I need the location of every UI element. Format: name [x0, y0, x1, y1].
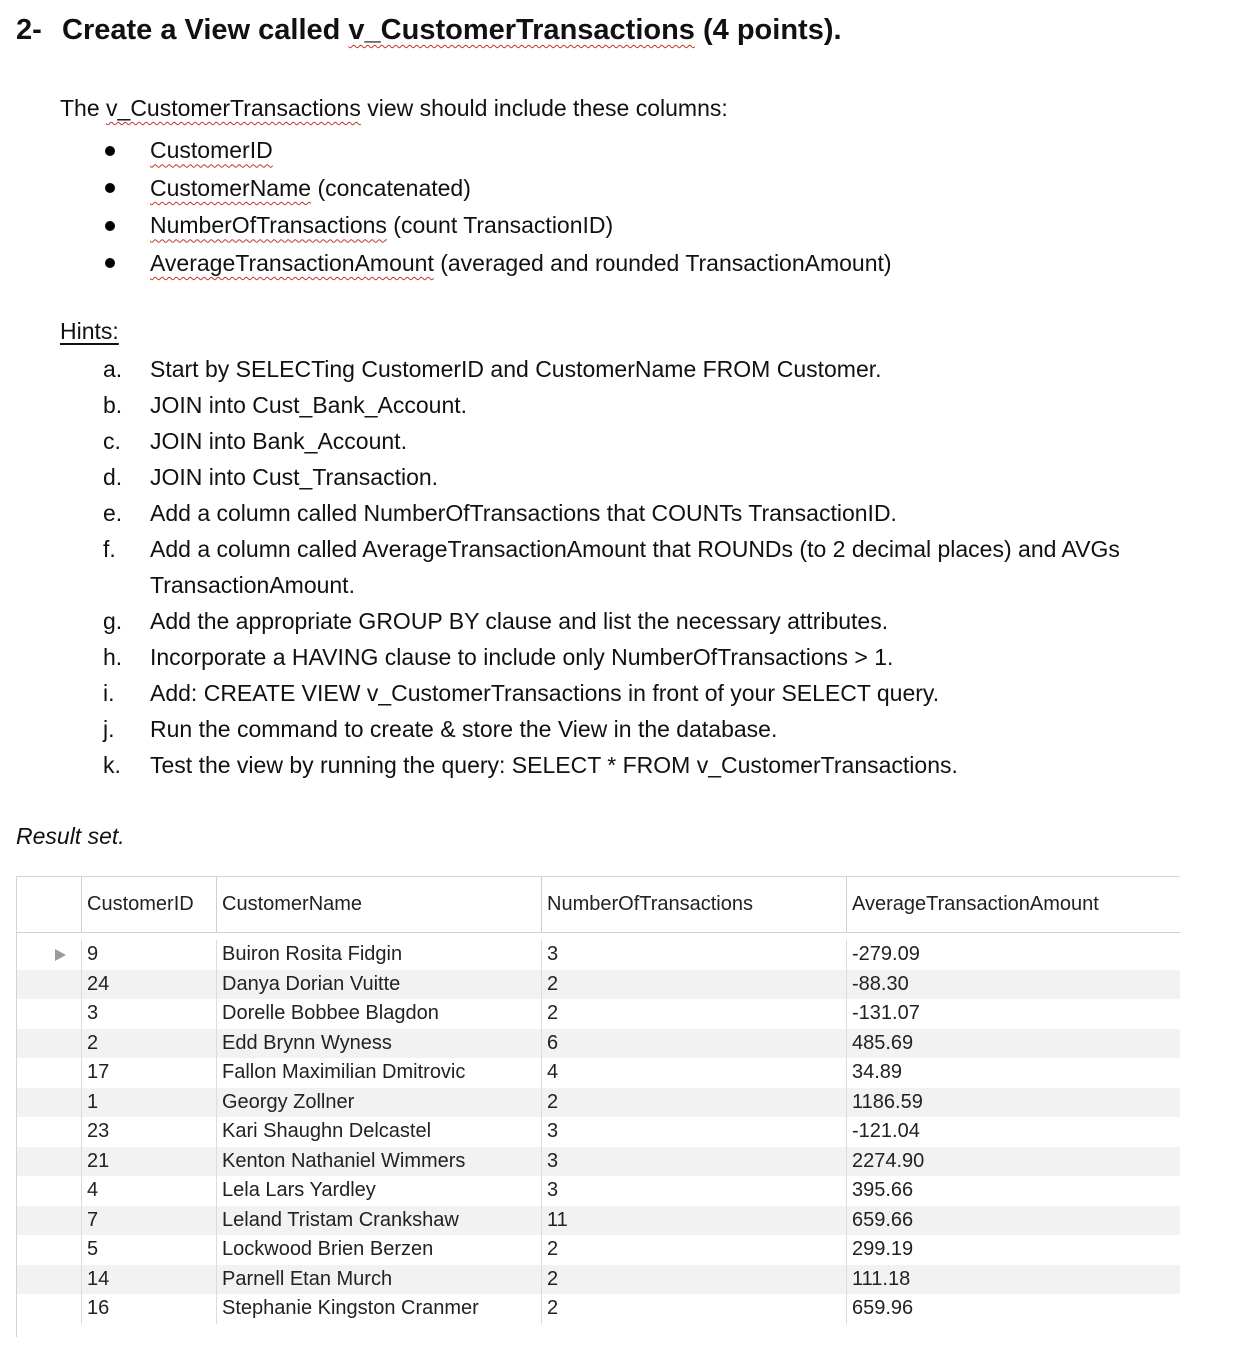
table-row[interactable] — [17, 1206, 1180, 1236]
bullet-note: (count TransactionID) — [393, 212, 614, 239]
result-grid-body — [17, 940, 1180, 1324]
bullet-note: (averaged and rounded TransactionAmount) — [440, 249, 892, 276]
cell-numberoftransactions[interactable]: 2 — [541, 1088, 846, 1118]
cell-numberoftransactions[interactable]: 2 — [541, 970, 846, 1000]
section-heading — [16, 14, 842, 47]
bullet-item — [105, 170, 892, 208]
intro-view-name: v_CustomerTransactions — [106, 95, 361, 121]
current-row-arrow-icon — [55, 949, 66, 961]
hint-text: Start by SELECTing CustomerID and CustomerName FROM Customer. — [150, 356, 882, 382]
hint-item — [103, 495, 1210, 531]
hint-label: i. — [103, 680, 115, 706]
table-row[interactable] — [17, 940, 1180, 970]
cell-numberoftransactions[interactable]: 6 — [541, 1029, 846, 1059]
bullet-item — [105, 207, 892, 245]
bullet-note: (concatenated) — [317, 174, 471, 201]
hint-text: Incorporate a HAVING clause to include only NumberOfTransactions > 1. — [150, 644, 894, 670]
bullet-column-name: CustomerName — [150, 174, 312, 201]
cell-numberoftransactions[interactable]: 2 — [541, 1235, 846, 1265]
cell-averagetransactionamount[interactable]: 395.66 — [846, 1176, 1180, 1206]
cell-customerid[interactable]: 3 — [81, 999, 216, 1029]
hint-label: h. — [103, 644, 123, 670]
hint-label: g. — [103, 608, 123, 634]
hint-item — [103, 639, 1210, 675]
cell-customername[interactable]: Dorelle Bobbee Blagdon — [216, 999, 541, 1029]
cell-customername[interactable]: Lockwood Brien Berzen — [216, 1235, 541, 1265]
hint-label: c. — [103, 428, 121, 454]
hint-item — [103, 675, 1210, 711]
table-row[interactable] — [17, 1029, 1180, 1059]
cell-averagetransactionamount[interactable]: 2274.90 — [846, 1147, 1180, 1177]
hint-item — [103, 711, 1210, 747]
cell-customername[interactable]: Fallon Maximilian Dmitrovic — [216, 1058, 541, 1088]
cell-averagetransactionamount[interactable]: -279.09 — [846, 940, 1180, 970]
cell-customername[interactable]: Kari Shaughn Delcastel — [216, 1117, 541, 1147]
table-row[interactable] — [17, 1176, 1180, 1206]
cell-averagetransactionamount[interactable]: 299.19 — [846, 1235, 1180, 1265]
hint-label: f. — [103, 536, 116, 562]
table-row[interactable] — [17, 1088, 1180, 1118]
intro-suffix: view should include these columns: — [367, 95, 728, 121]
cell-customerid[interactable]: 9 — [81, 940, 216, 970]
result-grid[interactable] — [16, 876, 1180, 1337]
bullet-column-name: AverageTransactionAmount — [150, 249, 434, 276]
cell-customername[interactable]: Buiron Rosita Fidgin — [216, 940, 541, 970]
hint-label: k. — [103, 752, 121, 778]
hint-text: JOIN into Bank_Account. — [150, 428, 407, 454]
heading-prefix: Create a View called — [62, 14, 341, 46]
bullet-dot-icon — [105, 221, 115, 231]
hint-text: Test the view by running the query: SELECT * FROM v_CustomerTransactions. — [150, 752, 958, 778]
bullet-column-name: NumberOfTransactions — [150, 212, 387, 239]
cell-customername[interactable]: Stephanie Kingston Cranmer — [216, 1294, 541, 1324]
cell-customername[interactable]: Edd Brynn Wyness — [216, 1029, 541, 1059]
hint-item — [103, 459, 1210, 495]
cell-averagetransactionamount[interactable]: -131.07 — [846, 999, 1180, 1029]
table-row[interactable] — [17, 1058, 1180, 1088]
table-row[interactable] — [17, 1147, 1180, 1177]
table-row[interactable] — [17, 1294, 1180, 1324]
cell-averagetransactionamount[interactable]: -121.04 — [846, 1117, 1180, 1147]
hint-text: JOIN into Cust_Transaction. — [150, 464, 439, 490]
intro-prefix: The — [60, 95, 100, 121]
cell-averagetransactionamount[interactable]: 34.89 — [846, 1058, 1180, 1088]
hint-item — [103, 423, 1210, 459]
heading-number: 2- — [16, 14, 42, 46]
hint-text: Add: CREATE VIEW v_CustomerTransactions in front of your SELECT query. — [150, 680, 940, 706]
cell-averagetransactionamount[interactable]: 1186.59 — [846, 1088, 1180, 1118]
table-row[interactable] — [17, 1235, 1180, 1265]
heading-view-name: v_CustomerTransactions — [348, 14, 695, 46]
hint-item — [103, 531, 1210, 603]
column-header-numberoftransactions[interactable]: NumberOfTransactions — [541, 877, 846, 932]
cell-averagetransactionamount[interactable]: 659.66 — [846, 1206, 1180, 1236]
hint-text: Run the command to create & store the View in the database. — [150, 716, 778, 742]
hints-title: Hints: — [60, 318, 119, 344]
cell-averagetransactionamount[interactable]: 659.96 — [846, 1294, 1180, 1324]
result-set-label: Result set. — [16, 823, 125, 849]
bullet-column-name: CustomerID — [150, 137, 273, 164]
table-row[interactable] — [17, 1265, 1180, 1295]
column-header-customerid[interactable]: CustomerID — [81, 877, 216, 932]
cell-numberoftransactions[interactable]: 2 — [541, 999, 846, 1029]
column-header-customername[interactable]: CustomerName — [216, 877, 541, 932]
cell-customerid[interactable]: 21 — [81, 1147, 216, 1177]
cell-numberoftransactions[interactable]: 3 — [541, 1117, 846, 1147]
hint-text: JOIN into Cust_Bank_Account. — [150, 392, 468, 418]
table-row[interactable] — [17, 1117, 1180, 1147]
result-grid-header — [17, 877, 1180, 933]
intro-sentence — [60, 95, 728, 122]
hint-item — [103, 603, 1210, 639]
cell-customername[interactable]: Parnell Etan Murch — [216, 1265, 541, 1295]
cell-averagetransactionamount[interactable]: 485.69 — [846, 1029, 1180, 1059]
table-row[interactable] — [17, 999, 1180, 1029]
cell-numberoftransactions[interactable]: 11 — [541, 1206, 846, 1236]
cell-customername[interactable]: Kenton Nathaniel Wimmers — [216, 1147, 541, 1177]
cell-customerid[interactable]: 5 — [81, 1235, 216, 1265]
hint-item — [103, 387, 1210, 423]
hint-label: a. — [103, 356, 123, 382]
column-bullet-list — [105, 132, 892, 282]
bullet-item — [105, 132, 892, 170]
hints-list — [103, 351, 1210, 783]
hint-label: e. — [103, 500, 123, 526]
cell-numberoftransactions[interactable]: 4 — [541, 1058, 846, 1088]
cell-customername[interactable]: Georgy Zollner — [216, 1088, 541, 1118]
cell-customerid[interactable]: 17 — [81, 1058, 216, 1088]
cell-customerid[interactable]: 14 — [81, 1265, 216, 1295]
hint-text: Add a column called AverageTransactionAmount that ROUNDs (to 2 decimal places) and AVGs TransactionAmount. — [150, 536, 1120, 598]
cell-numberoftransactions[interactable]: 3 — [541, 940, 846, 970]
cell-customername[interactable]: Danya Dorian Vuitte — [216, 970, 541, 1000]
column-header-averagetransactionamount[interactable]: AverageTransactionAmount — [846, 877, 1180, 932]
bullet-item — [105, 245, 892, 283]
hint-item — [103, 747, 1210, 783]
hint-text: Add a column called NumberOfTransactions that COUNTs TransactionID. — [150, 500, 897, 526]
cell-customername[interactable]: Leland Tristam Crankshaw — [216, 1206, 541, 1236]
table-row[interactable] — [17, 970, 1180, 1000]
cell-customerid[interactable]: 24 — [81, 970, 216, 1000]
cell-customerid[interactable]: 16 — [81, 1294, 216, 1324]
bullet-dot-icon — [105, 183, 115, 193]
cell-averagetransactionamount[interactable]: -88.30 — [846, 970, 1180, 1000]
bullet-dot-icon — [105, 258, 115, 268]
bullet-dot-icon — [105, 146, 115, 156]
hint-item — [103, 351, 1210, 387]
cell-customerid[interactable]: 1 — [81, 1088, 216, 1118]
cell-customerid[interactable]: 23 — [81, 1117, 216, 1147]
cell-customerid[interactable]: 7 — [81, 1206, 216, 1236]
cell-numberoftransactions[interactable]: 3 — [541, 1176, 846, 1206]
cell-customerid[interactable]: 4 — [81, 1176, 216, 1206]
hint-text: Add the appropriate GROUP BY clause and list the necessary attributes. — [150, 608, 889, 634]
cell-numberoftransactions[interactable]: 2 — [541, 1265, 846, 1295]
cell-averagetransactionamount[interactable]: 111.18 — [846, 1265, 1180, 1295]
hint-label: j. — [103, 716, 115, 742]
heading-suffix: (4 points). — [703, 14, 842, 46]
cell-numberoftransactions[interactable]: 2 — [541, 1294, 846, 1324]
hint-label: b. — [103, 392, 123, 418]
cell-customername[interactable]: Lela Lars Yardley — [216, 1176, 541, 1206]
cell-numberoftransactions[interactable]: 3 — [541, 1147, 846, 1177]
cell-customerid[interactable]: 2 — [81, 1029, 216, 1059]
hint-label: d. — [103, 464, 123, 490]
